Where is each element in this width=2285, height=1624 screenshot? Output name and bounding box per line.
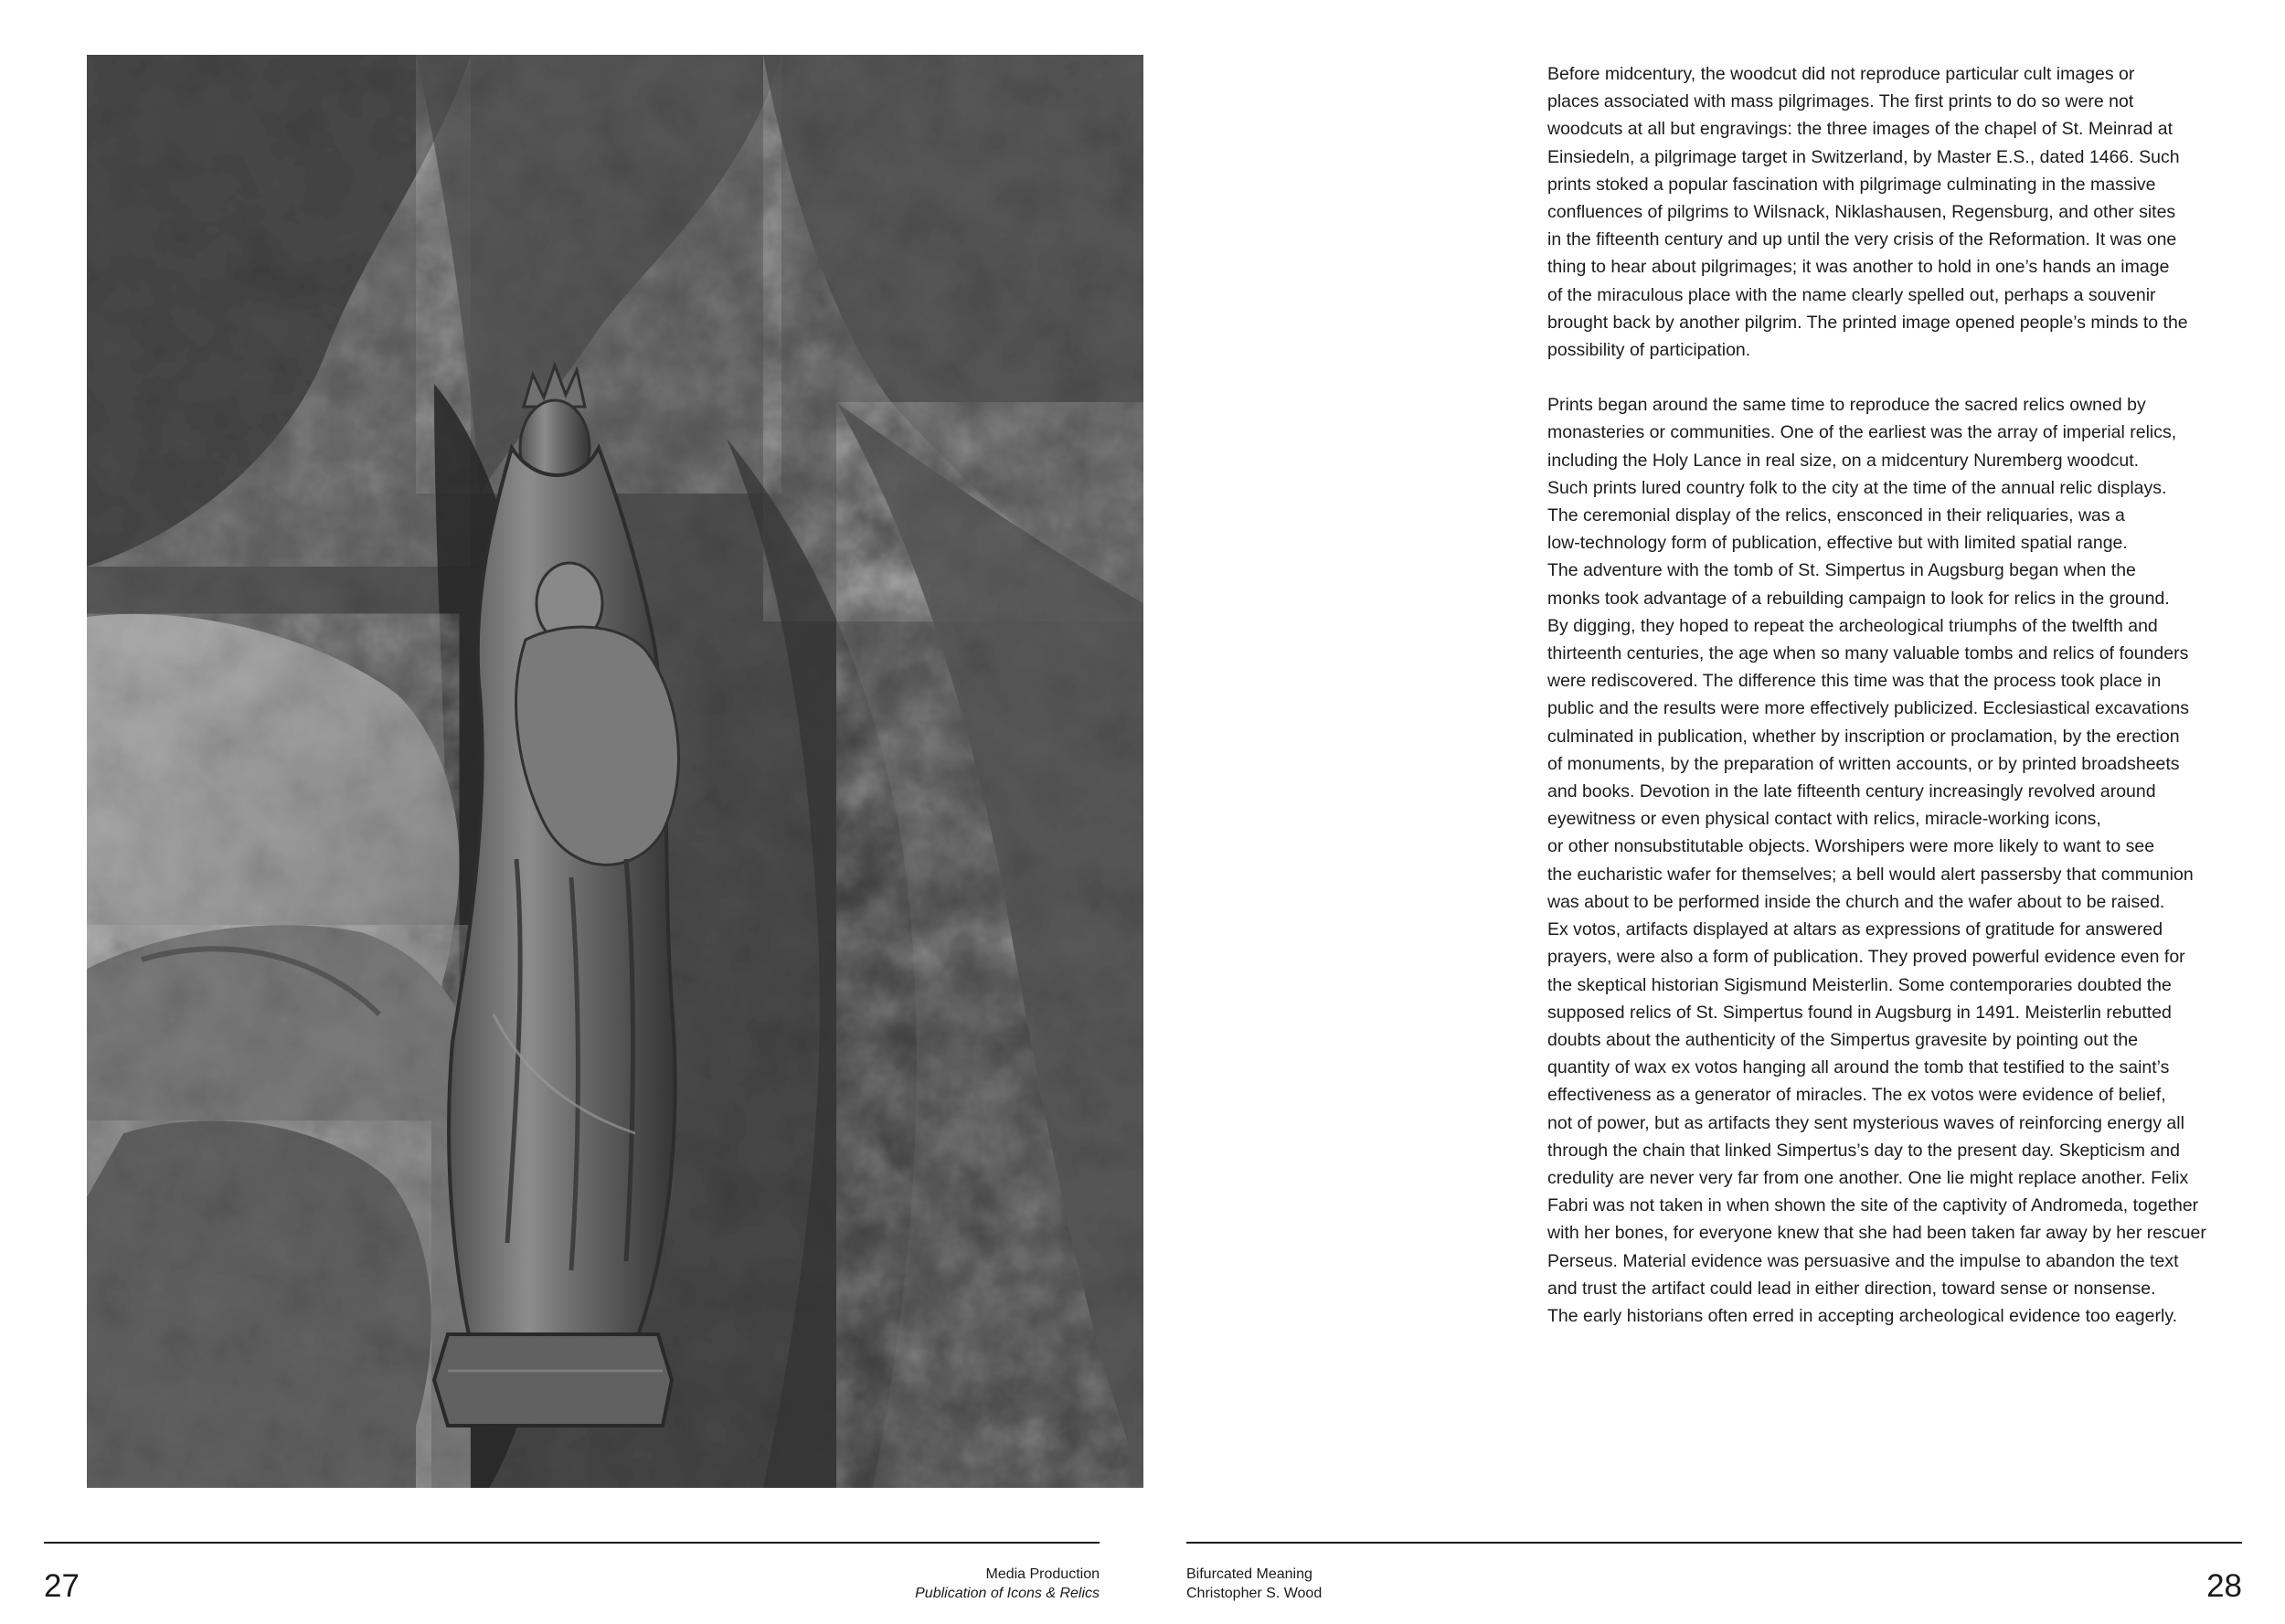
text-line: thirteenth centuries, the age when so many valuable tombs and relics of founders xyxy=(1547,643,2189,664)
paragraph xyxy=(1547,60,2242,364)
text-line: low-technology form of publication, effective but with limited spatial range. xyxy=(1547,533,2128,554)
text-line: in the fifteenth century and up until the very crisis of the Reformation. It was one xyxy=(1547,229,2177,250)
text-line: and books. Devotion in the late fifteenth century increasingly revolved around xyxy=(1547,781,2156,802)
text-line: doubts about the authenticity of the Simpertus gravesite by pointing out the xyxy=(1547,1029,2139,1050)
text-line: eyewitness or even physical contact with relics, miracle-working icons, xyxy=(1547,809,2101,830)
text-line: prints stoked a popular fascination with pilgrimage culminating in the massive xyxy=(1547,174,2156,195)
text-line: The adventure with the tomb of St. Simpertus in Augsburg began when the xyxy=(1547,560,2136,581)
page-number-right: 28 xyxy=(2206,1568,2242,1604)
text-line: Perseus. Material evidence was persuasive and the impulse to abandon the text xyxy=(1547,1250,2179,1271)
footer-rule-left xyxy=(44,1542,1100,1544)
text-line: culminated in publication, whether by inscription or proclamation, by the erection xyxy=(1547,726,2180,747)
text-line: Prints began around the same time to reproduce the sacred relics owned by xyxy=(1547,395,2146,416)
text-line: of the miraculous place with the name clearly spelled out, perhaps a souvenir xyxy=(1547,284,2156,305)
text-line: Fabri was not taken in when shown the site of the captivity of Andromeda, together xyxy=(1547,1195,2199,1216)
text-line: woodcuts at all but engravings: the three images of the chapel of St. Meinrad at xyxy=(1547,119,2173,140)
running-head-section: Bifurcated Meaning xyxy=(1186,1566,1313,1582)
text-line: the eucharistic wafer for themselves; a bell would alert passersby that communion xyxy=(1547,864,2194,885)
running-head-left xyxy=(915,1565,1100,1603)
text-line: or other nonsubstitutable objects. Worshipers were more likely to want to see xyxy=(1547,836,2155,857)
running-head-title: Publication of Icons & Relics xyxy=(915,1586,1100,1601)
text-line: Einsiedeln, a pilgrimage target in Switzerland, by Master E.S., dated 1466. Such xyxy=(1547,146,2180,167)
text-line: brought back by another pilgrim. The printed image opened people’s minds to the xyxy=(1547,312,2188,333)
text-line: supposed relics of St. Simpertus found in Augsburg in 1491. Meisterlin rebutted xyxy=(1547,1002,2172,1023)
text-line: of monuments, by the preparation of written accounts, or by printed broadsheets xyxy=(1547,753,2180,774)
text-line: the skeptical historian Sigismund Meisterlin. Some contemporaries doubted the xyxy=(1547,974,2172,995)
text-line: through the chain that linked Simpertus’s day to the present day. Skepticism and xyxy=(1547,1140,2180,1161)
running-head-section: Media Production xyxy=(985,1566,1100,1582)
text-line: monasteries or communities. One of the earliest was the array of imperial relics, xyxy=(1547,422,2177,443)
text-line: was about to be performed inside the church and the wafer about to be raised. xyxy=(1547,891,2165,912)
text-line: with her bones, for everyone knew that she had been taken far away by her rescuer xyxy=(1547,1223,2206,1244)
text-line: places associated with mass pilgrimages. The first prints to do so were not xyxy=(1547,91,2134,112)
article-body xyxy=(1547,60,2242,1357)
text-line: The ceremonial display of the relics, ensconced in their reliquaries, was a xyxy=(1547,505,2125,526)
text-line: quantity of wax ex votos hanging all around the tomb that testified to the saint’s xyxy=(1547,1057,2170,1078)
page-number-left: 27 xyxy=(44,1568,80,1604)
running-head-author: Christopher S. Wood xyxy=(1186,1586,1323,1601)
text-line: credulity are never very far from one another. One lie might replace another. Felix xyxy=(1547,1167,2189,1188)
text-line: Such prints lured country folk to the city at the time of the annual relic displays. xyxy=(1547,477,2167,498)
text-line: public and the results were more effectively publicized. Ecclesiastical excavations xyxy=(1547,698,2189,719)
footer-rule-right xyxy=(1186,1542,2242,1544)
running-head-right xyxy=(1186,1565,1322,1603)
paragraph xyxy=(1547,391,2242,1330)
text-line: Before midcentury, the woodcut did not reproduce particular cult images or xyxy=(1547,64,2135,84)
text-line: were rediscovered. The difference this time was that the process took place in xyxy=(1547,671,2162,692)
madonna-figurine-photo xyxy=(87,55,1143,1488)
text-line: not of power, but as artifacts they sent mysterious waves of reinforcing energy all xyxy=(1547,1112,2184,1133)
text-line: and trust the artifact could lead in either direction, toward sense or nonsense. xyxy=(1547,1278,2156,1299)
text-line: prayers, were also a form of publication. They proved powerful evidence even for xyxy=(1547,947,2185,968)
text-line: The early historians often erred in accepting archeological evidence too eagerly. xyxy=(1547,1305,2178,1326)
text-line: effectiveness as a generator of miracles. The ex votos were evidence of belief, xyxy=(1547,1085,2166,1106)
text-line: possibility of participation. xyxy=(1547,340,1751,361)
text-line: By digging, they hoped to repeat the archeological triumphs of the twelfth and xyxy=(1547,615,2158,636)
text-line: thing to hear about pilgrimages; it was another to hold in one’s hands an image xyxy=(1547,257,2170,278)
text-line: confluences of pilgrims to Wilsnack, Niklashausen, Regensburg, and other sites xyxy=(1547,202,2176,223)
text-line: monks took advantage of a rebuilding campaign to look for relics in the ground. xyxy=(1547,588,2170,609)
text-line: including the Holy Lance in real size, on a midcentury Nuremberg woodcut. xyxy=(1547,450,2140,471)
text-line: Ex votos, artifacts displayed at altars as expressions of gratitude for answered xyxy=(1547,919,2163,940)
